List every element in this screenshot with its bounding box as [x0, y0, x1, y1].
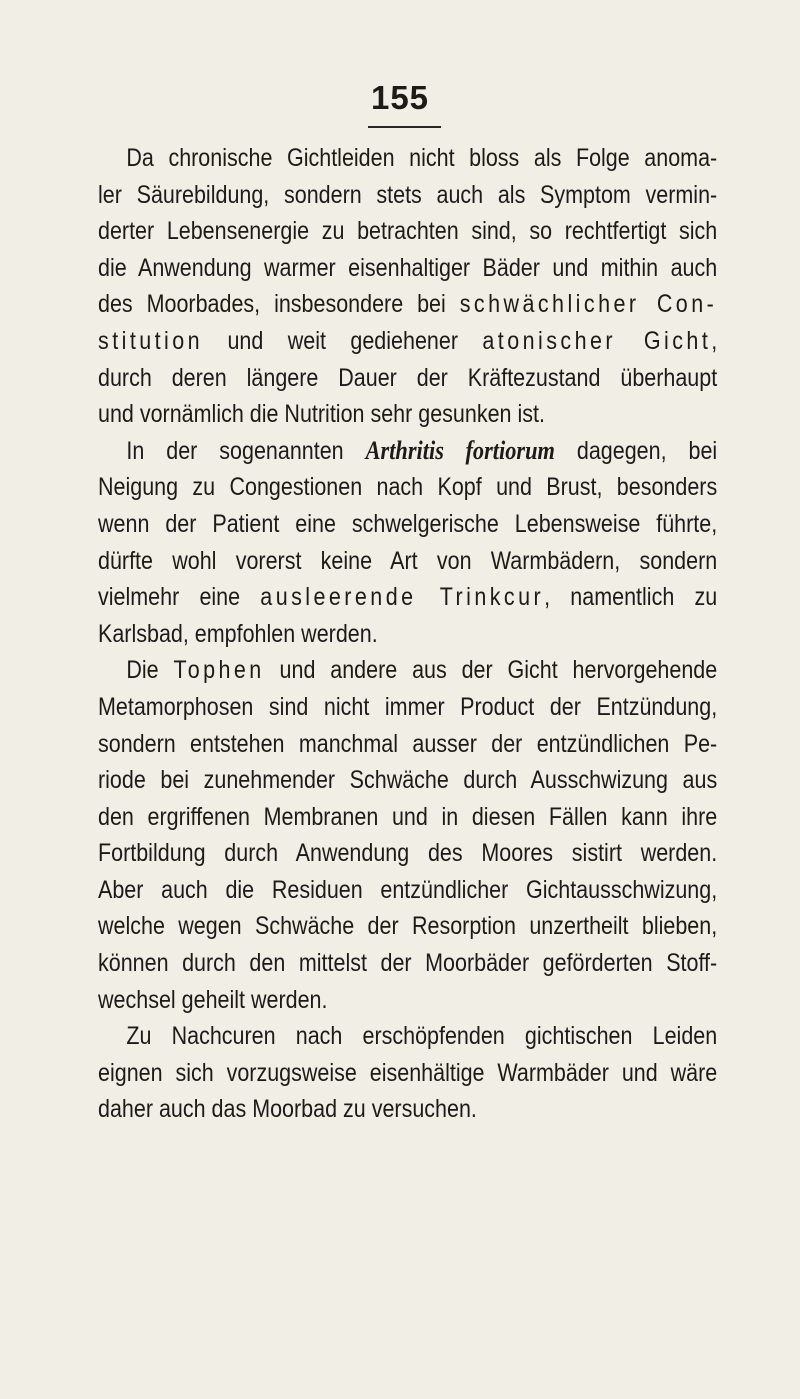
text-line: [98, 1018, 717, 1055]
text-segment: dagegen, bei: [554, 436, 718, 465]
text-line: [98, 835, 717, 872]
text-segment: riode bei zunehmender Schwäche durch Ausschwizung aus: [98, 766, 718, 795]
text-segment: Neigung zu Congestionen nach Kopf und Brust, besonders: [98, 473, 718, 502]
text-line: [98, 543, 717, 580]
text-segment: derter Lebensenergie zu betrachten sind, so rechtfertigt sich: [98, 217, 718, 246]
text-segment: ,: [711, 326, 718, 355]
text-segment: welche wegen Schwäche der Resorption unzertheilt blieben,: [98, 912, 718, 941]
text-segment: können durch den mittelst der Moorbäder geförderten Stoff-: [98, 949, 718, 978]
text-segment: und andere aus der Gicht hervorgehende: [264, 656, 718, 685]
text-segment: durch deren längere Dauer der Kräftezustand überhaupt: [98, 363, 718, 392]
text-segment: eignen sich vorzugsweise eisenhältige Warmbäder und wäre: [98, 1058, 718, 1087]
text-line: [98, 579, 717, 616]
text-line: [98, 689, 717, 726]
text-segment: und vornämlich die Nutrition sehr gesunken ist.: [98, 400, 545, 429]
text-line: [98, 1091, 717, 1128]
text-segment: Fortbildung durch Anwendung des Moores sistirt werden.: [98, 839, 718, 868]
emphasized-term: Tophen: [173, 656, 265, 685]
text-segment: Metamorphosen sind nicht immer Product der Entzündung,: [98, 692, 718, 721]
text-segment: den ergriffenen Membranen und in diesen Fällen kann ihre: [98, 802, 718, 831]
text-segment: vielmehr eine: [98, 583, 261, 612]
italic-term: Arthritis fortiorum: [365, 435, 555, 465]
text-segment: wechsel geheilt werden.: [98, 985, 328, 1014]
text-line: [98, 250, 717, 287]
text-segment: wenn der Patient eine schwelgerische Lebensweise führte,: [98, 509, 718, 538]
text-line: [98, 872, 717, 909]
text-line: [98, 469, 717, 506]
text-line: [98, 982, 717, 1019]
text-line: [98, 213, 717, 250]
text-line: [98, 908, 717, 945]
text-segment: , namentlich zu: [544, 583, 718, 612]
text-segment: dürfte wohl vorerst keine Art von Warmbädern, sondern: [98, 546, 718, 575]
text-segment: daher auch das Moorbad zu versuchen.: [98, 1095, 477, 1124]
emphasized-term: ausleerende Trinkcur: [260, 583, 545, 612]
text-line: [98, 799, 717, 836]
text-line: [98, 396, 717, 433]
text-segment: und weit gediehener: [203, 326, 483, 355]
text-line: [98, 1055, 717, 1092]
text-segment: Da chronische Gichtleiden nicht bloss als Folge anoma-: [126, 144, 718, 172]
body-text: [98, 140, 717, 1128]
emphasized-term: schwächlicher Con-: [459, 290, 718, 319]
text-line: [98, 506, 717, 543]
text-line: [98, 726, 717, 763]
text-line: [98, 323, 717, 360]
text-segment: In der sogenannten: [126, 436, 366, 465]
emphasized-term: stitution: [98, 326, 204, 355]
text-line: [98, 177, 717, 214]
text-line: [98, 360, 717, 397]
text-segment: die Anwendung warmer eisenhaltiger Bäder und mithin auch: [98, 253, 718, 282]
text-segment: Karlsbad, empfohlen werden.: [98, 619, 378, 648]
text-line: [98, 652, 717, 689]
text-line: [98, 945, 717, 982]
text-line: [98, 616, 717, 653]
text-segment: sondern entstehen manchmal ausser der entzündlichen Pe-: [98, 729, 718, 758]
text-line: [98, 140, 717, 177]
text-segment: des Moorbades, insbesondere bei: [98, 290, 460, 319]
text-line: [98, 762, 717, 799]
text-line: [98, 286, 717, 323]
page-number-rule: [368, 126, 441, 128]
text-line: [98, 433, 717, 470]
text-segment: Zu Nachcuren nach erschöpfenden gichtischen Leiden: [126, 1022, 718, 1051]
emphasized-term: atonischer Gicht: [482, 326, 712, 355]
page-number: 155: [370, 79, 430, 116]
text-segment: Aber auch die Residuen entzündlicher Gichtausschwizung,: [98, 875, 718, 904]
text-segment: ler Säurebildung, sondern stets auch als Symptom vermin-: [98, 180, 718, 209]
text-segment: Die: [126, 656, 174, 685]
